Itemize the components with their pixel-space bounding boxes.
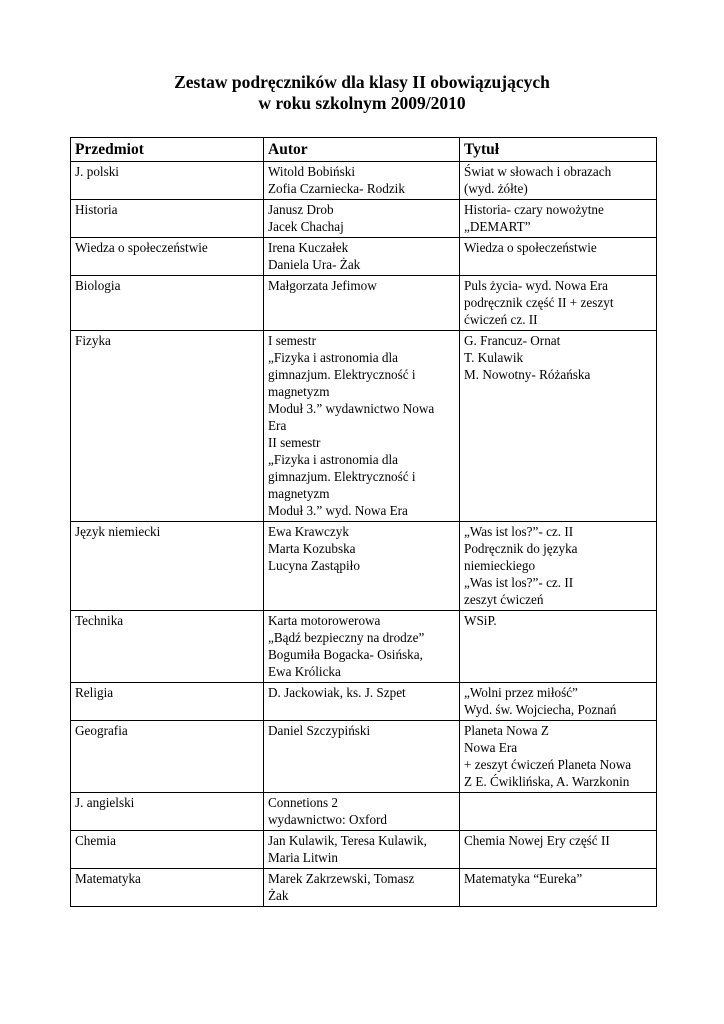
subject-cell-line: Historia <box>75 202 118 217</box>
subject-cell-line: Chemia <box>75 833 117 848</box>
subject-cell-line: Technika <box>75 613 124 628</box>
author-cell <box>264 522 460 611</box>
document-title-line-2: w roku szkolnym 2009/2010 <box>258 93 466 113</box>
subject-cell-line: J. angielski <box>75 795 135 810</box>
title-cell-line: „Was ist los?”- cz. II <box>464 575 574 590</box>
author-cell-line: Lucyna Zastąpiło <box>268 558 360 573</box>
subject-cell <box>71 331 264 522</box>
title-cell-line: Matematyka “Eureka” <box>464 871 583 886</box>
title-cell-line: + zeszyt ćwiczeń Planeta Nowa <box>464 757 632 772</box>
textbook-table <box>70 137 657 907</box>
subject-cell-line: Język niemiecki <box>75 524 161 539</box>
title-cell-line: Historia- czary nowożytne <box>464 202 604 217</box>
title-cell <box>460 522 657 611</box>
title-cell-line: „Was ist los?”- cz. II <box>464 524 574 539</box>
title-cell-line: Podręcznik do języka <box>464 541 578 556</box>
title-cell-line: Świat w słowach i obrazach <box>464 164 612 179</box>
author-cell-line: I semestr <box>268 333 316 348</box>
author-cell-line: magnetyzm <box>268 486 330 501</box>
subject-cell <box>71 522 264 611</box>
title-cell-line: (wyd. żółte) <box>464 181 528 196</box>
title-cell-line: „Wolni przez miłość” <box>464 685 578 700</box>
author-cell-line: Jacek Chachaj <box>268 219 344 234</box>
author-cell-line: Żak <box>268 888 289 903</box>
author-cell-line: Jan Kulawik, Teresa Kulawik, <box>268 833 427 848</box>
author-cell <box>264 238 460 276</box>
author-cell <box>264 162 460 200</box>
title-cell-line: G. Francuz- Ornat <box>464 333 561 348</box>
author-cell-line: „Bądź bezpieczny na drodze” <box>268 630 425 645</box>
title-cell-line: Z E. Ćwiklińska, A. Warzkonin <box>464 774 630 789</box>
author-cell-line: Maria Litwin <box>268 850 338 865</box>
title-cell-line: Puls życia- wyd. Nowa Era <box>464 278 608 293</box>
author-cell-line: Irena Kuczałek <box>268 240 349 255</box>
title-cell-line: Chemia Nowej Ery część II <box>464 833 610 848</box>
title-cell <box>460 793 657 831</box>
author-cell-line: Ewa Krawczyk <box>268 524 349 539</box>
title-cell-line: Planeta Nowa Z <box>464 723 549 738</box>
table-row <box>71 238 657 276</box>
author-cell-line: Marta Kozubska <box>268 541 356 556</box>
table-row <box>71 721 657 793</box>
title-cell <box>460 276 657 331</box>
title-cell <box>460 200 657 238</box>
subject-cell <box>71 793 264 831</box>
author-cell <box>264 276 460 331</box>
table-row <box>71 331 657 522</box>
title-cell-line: Wyd. św. Wojciecha, Poznań <box>464 702 617 717</box>
author-cell-line: gimnazjum. Elektryczność i <box>268 469 416 484</box>
title-cell-line: „DEMART” <box>464 219 531 234</box>
table-row <box>71 522 657 611</box>
author-cell-line: D. Jackowiak, ks. J. Szpet <box>268 685 406 700</box>
subject-cell-line: Fizyka <box>75 333 111 348</box>
title-cell <box>460 721 657 793</box>
document-title-line-1: Zestaw podręczników dla klasy II obowiązujących <box>174 72 550 92</box>
author-cell-line: Karta motorowerowa <box>268 613 381 628</box>
title-cell-line: Wiedza o społeczeństwie <box>464 240 597 255</box>
header-subject: Przedmiot <box>71 138 264 162</box>
title-cell <box>460 238 657 276</box>
author-cell-line: Witold Bobiński <box>268 164 356 179</box>
title-cell <box>460 683 657 721</box>
author-cell-line: Marek Zakrzewski, Tomasz <box>268 871 415 886</box>
subject-cell <box>71 276 264 331</box>
subject-cell-line: Matematyka <box>75 871 141 886</box>
subject-cell-line: Biologia <box>75 278 121 293</box>
table-body <box>71 162 657 907</box>
subject-cell <box>71 721 264 793</box>
author-cell <box>264 683 460 721</box>
author-cell-line: Moduł 3.” wydawnictwo Nowa <box>268 401 435 416</box>
table-row <box>71 162 657 200</box>
author-cell-line: Małgorzata Jefimow <box>268 278 377 293</box>
author-cell <box>264 200 460 238</box>
subject-cell <box>71 611 264 683</box>
author-cell-line: gimnazjum. Elektryczność i <box>268 367 416 382</box>
subject-cell-line: J. polski <box>75 164 119 179</box>
author-cell-line: Zofia Czarniecka- Rodzik <box>268 181 405 196</box>
table-row <box>71 200 657 238</box>
title-cell-line: M. Nowotny- Różańska <box>464 367 591 382</box>
table-row <box>71 611 657 683</box>
author-cell-line: wydawnictwo: Oxford <box>268 812 388 827</box>
subject-cell-line: Wiedza o społeczeństwie <box>75 240 208 255</box>
author-cell-line: Connetions 2 <box>268 795 338 810</box>
title-cell-line: Nowa Era <box>464 740 518 755</box>
subject-cell <box>71 238 264 276</box>
table-row <box>71 793 657 831</box>
author-cell-line: magnetyzm <box>268 384 330 399</box>
table-row <box>71 276 657 331</box>
author-cell-line: II semestr <box>268 435 321 450</box>
author-cell <box>264 793 460 831</box>
subject-cell <box>71 831 264 869</box>
title-cell <box>460 162 657 200</box>
title-cell <box>460 869 657 907</box>
header-title: Tytuł <box>460 138 657 162</box>
table-row <box>71 869 657 907</box>
author-cell-line: Moduł 3.” wyd. Nowa Era <box>268 503 408 518</box>
author-cell-line: „Fizyka i astronomia dla <box>268 452 399 467</box>
author-cell-line: Daniela Ura- Żak <box>268 257 361 272</box>
table-row <box>71 831 657 869</box>
title-cell-line: WSiP. <box>464 613 497 628</box>
author-cell-line: Ewa Królicka <box>268 664 341 679</box>
author-cell-line: Janusz Drob <box>268 202 334 217</box>
subject-cell-line: Geografia <box>75 723 128 738</box>
author-cell-line: „Fizyka i astronomia dla <box>268 350 399 365</box>
subject-cell <box>71 683 264 721</box>
title-cell-line: zeszyt ćwiczeń <box>464 592 544 607</box>
subject-cell-line: Religia <box>75 685 114 700</box>
subject-cell <box>71 162 264 200</box>
title-cell-line: T. Kulawik <box>464 350 524 365</box>
author-cell-line: Era <box>268 418 287 433</box>
author-cell <box>264 721 460 793</box>
title-cell <box>460 611 657 683</box>
table-header-row <box>71 138 657 162</box>
author-cell-line: Bogumiła Bogacka- Osińska, <box>268 647 423 662</box>
document-title <box>0 72 724 114</box>
author-cell <box>264 831 460 869</box>
table-row <box>71 683 657 721</box>
author-cell <box>264 611 460 683</box>
title-cell-line: ćwiczeń cz. II <box>464 312 538 327</box>
author-cell <box>264 869 460 907</box>
subject-cell <box>71 200 264 238</box>
author-cell-line: Daniel Szczypiński <box>268 723 371 738</box>
title-cell-line: podręcznik część II + zeszyt <box>464 295 614 310</box>
title-cell <box>460 831 657 869</box>
subject-cell <box>71 869 264 907</box>
header-author: Autor <box>264 138 460 162</box>
title-cell <box>460 331 657 522</box>
author-cell <box>264 331 460 522</box>
title-cell-line: niemieckiego <box>464 558 536 573</box>
